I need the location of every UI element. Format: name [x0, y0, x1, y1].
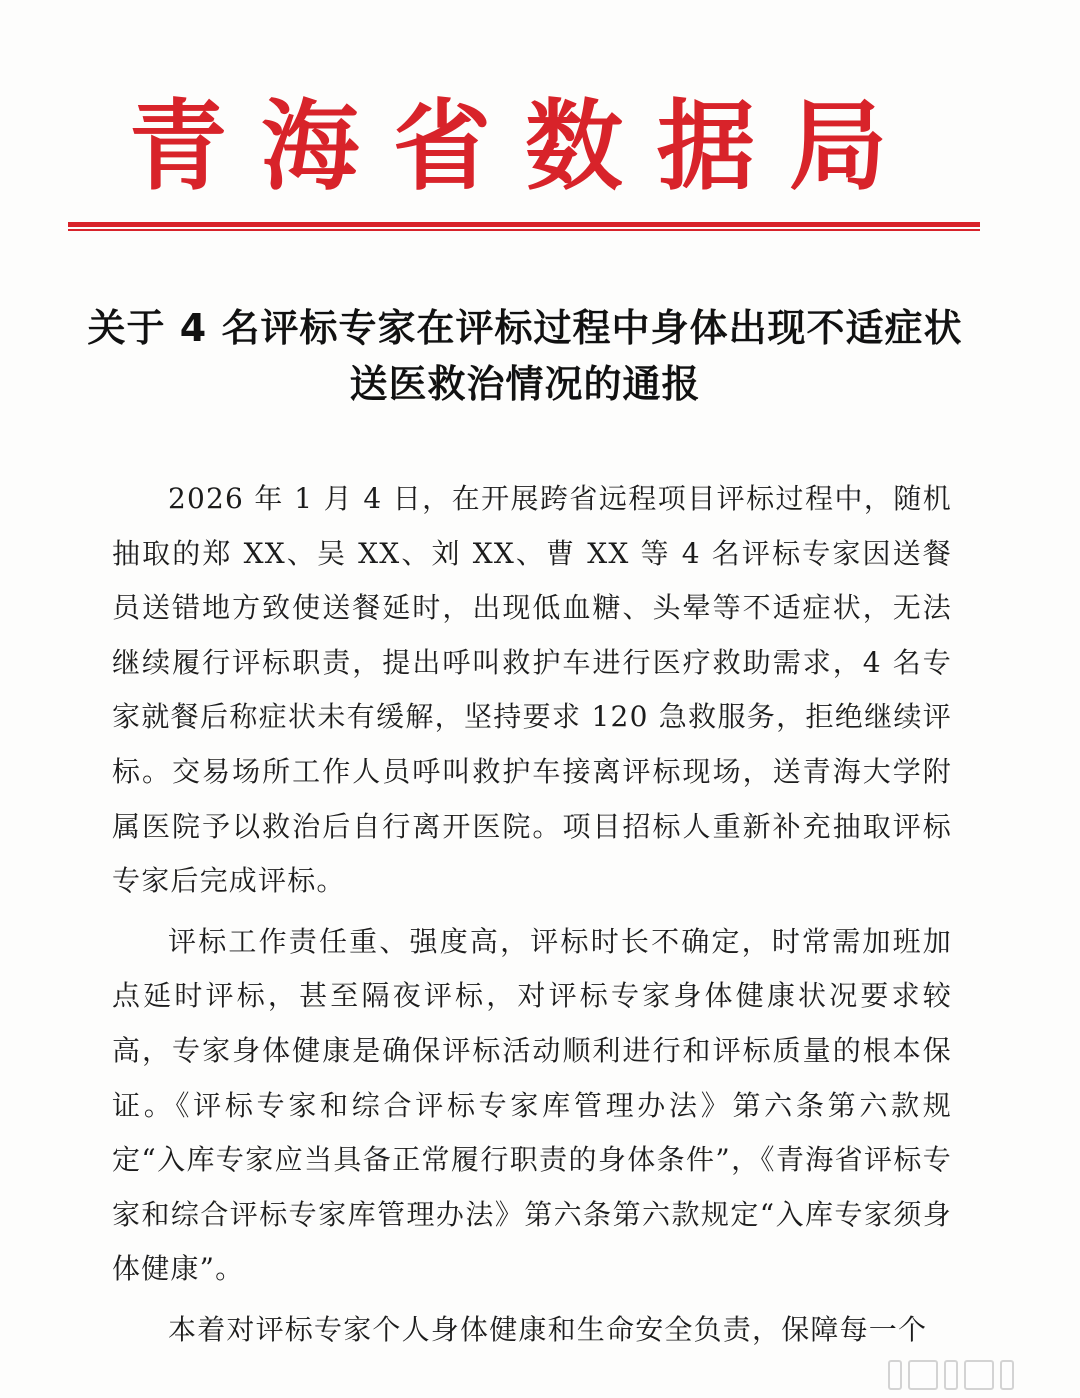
paragraph-2: 评标工作责任重、强度高，评标时长不确定，时常需加班加点延时评标，甚至隔夜评标，对评标专家身体健康状况要求较高，专家身体健康是确保评标活动顺利进行和评标质量的根本保证。《评标专家和综合评标专家库管理办法》第六条第六款规定“入库专家应当具备正常履行职责的身体条件”，《青海省评标专家和综合评标专家库管理办法》第六条第六款规定“入库专家须身体健康”。: [112, 924, 952, 1286]
watermark-bar-icon: [944, 1360, 958, 1390]
watermark-logo: [888, 1358, 1058, 1392]
document-body: [112, 472, 952, 1358]
watermark-bar-icon: [1000, 1360, 1014, 1390]
letterhead-red-rule: [68, 222, 980, 232]
watermark-bar-icon: [908, 1360, 938, 1390]
red-rule-thin-line: [68, 229, 980, 231]
watermark-bar-icon: [888, 1360, 902, 1390]
red-rule-thick-line: [68, 222, 980, 227]
paragraph-3: 本着对评标专家个人身体健康和生命安全负责，保障每一个: [168, 1312, 928, 1346]
document-title: 关于 4 名评标专家在评标过程中身体出现不适症状送医救治情况的通报: [87, 306, 963, 406]
watermark-bar-icon: [964, 1360, 994, 1390]
letterhead-org-name: 青海省数据局: [128, 89, 921, 204]
paragraph-1: 2026 年 1 月 4 日，在开展跨省远程项目评标过程中，随机抽取的郑 XX、吴 XX、刘 XX、曹 XX 等 4 名评标专家因送餐员送错地方致使送餐延时，出现低血糖、头晕等不适症状，无法继续履行评标职责，提出呼叫救护车进行医疗救助需求，4 名专家就餐后称症状未有缓解，坚持要求 120 急救服务，拒绝继续评标。交易场所工作人员呼叫救护车接离评标现场，送青海大学附属医院予以救治后自行离开医院。项目招标人重新补充抽取评标专家后完成评标。: [112, 482, 952, 898]
